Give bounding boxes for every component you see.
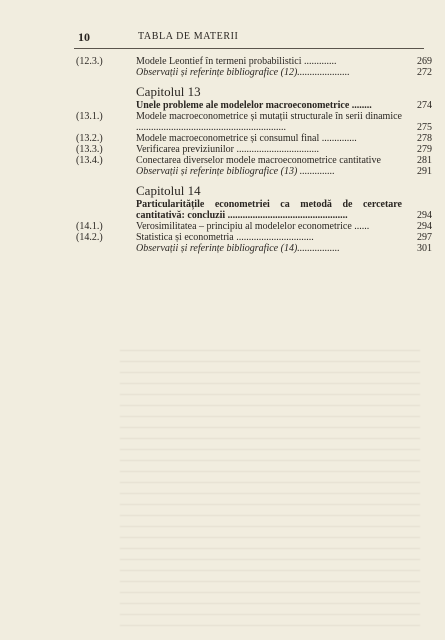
page-ref: 294 — [417, 221, 432, 232]
section-title: Modele macroeconometrice și mutații structurale în serii dinamice ............................................................ — [136, 111, 402, 133]
section-number: (13.1.) — [76, 111, 103, 122]
page-ref: 278 — [417, 133, 432, 144]
section-title: Verificarea previziunilor ................................. — [136, 144, 320, 155]
section-number: (14.1.) — [76, 221, 103, 232]
toc-entry — [76, 133, 432, 144]
header-rule — [74, 48, 424, 49]
page-ref: 294 — [417, 210, 432, 221]
notes-title: Observații și referințe bibliografice (13) .............. — [136, 166, 335, 177]
page-number: 10 — [78, 30, 90, 44]
section-number: (13.4.) — [76, 155, 103, 166]
toc-entry — [76, 111, 432, 133]
toc-notes — [76, 166, 432, 177]
page-ref: 291 — [417, 166, 432, 177]
section-number: (13.2.) — [76, 133, 103, 144]
section-title: Conectarea diverselor modele macroeconometrice cantitative — [136, 155, 381, 166]
section-title: Modele Leontief în termeni probabilistici ............. — [136, 56, 337, 67]
chapter-label: Capitolul 13 — [136, 84, 201, 99]
chapter-title — [76, 183, 432, 199]
toc-chapter-heading — [76, 199, 432, 221]
section-number: (14.2.) — [76, 232, 103, 243]
chapter-title — [76, 84, 432, 100]
page-ref: 301 — [417, 243, 432, 254]
section-title: Statistica și econometria ............................... — [136, 232, 314, 243]
section-title: Verosimilitatea – principiu al modelelor econometrice ...... — [136, 221, 370, 232]
notes-title: Observații și referințe bibliografice (14)................. — [136, 243, 340, 254]
page-ref: 275 — [417, 122, 432, 133]
page-ref: 297 — [417, 232, 432, 243]
page-ref: 269 — [417, 56, 432, 67]
page-ref: 274 — [417, 100, 432, 111]
chapter-label: Capitolul 14 — [136, 183, 201, 198]
chapter-heading: Particularitățile econometriei ca metodă de cercetare cantitativă: concluzii ................................................ — [136, 199, 402, 221]
table-of-contents — [76, 56, 432, 254]
section-title: Modele macroeconometrice și consumul final .............. — [136, 133, 357, 144]
toc-entry — [76, 56, 432, 67]
toc-notes — [76, 243, 432, 254]
toc-chapter-heading — [76, 100, 432, 111]
page-ref: 272 — [417, 67, 432, 78]
notes-title: Observații și referințe bibliografice (12)..................... — [136, 67, 350, 78]
toc-entry — [76, 155, 432, 166]
page-header — [78, 30, 418, 46]
running-title: TABLA DE MATERII — [138, 31, 239, 42]
toc-notes — [76, 67, 432, 78]
section-number: (13.3.) — [76, 144, 103, 155]
chapter-heading: Unele probleme ale modelelor macroeconometrice ........ — [136, 100, 372, 111]
toc-entry — [76, 221, 432, 232]
toc-entry — [76, 144, 432, 155]
section-number: (12.3.) — [76, 56, 103, 67]
page-ref: 281 — [417, 155, 432, 166]
page-ref: 279 — [417, 144, 432, 155]
toc-entry — [76, 232, 432, 243]
show-through-text — [120, 340, 420, 630]
